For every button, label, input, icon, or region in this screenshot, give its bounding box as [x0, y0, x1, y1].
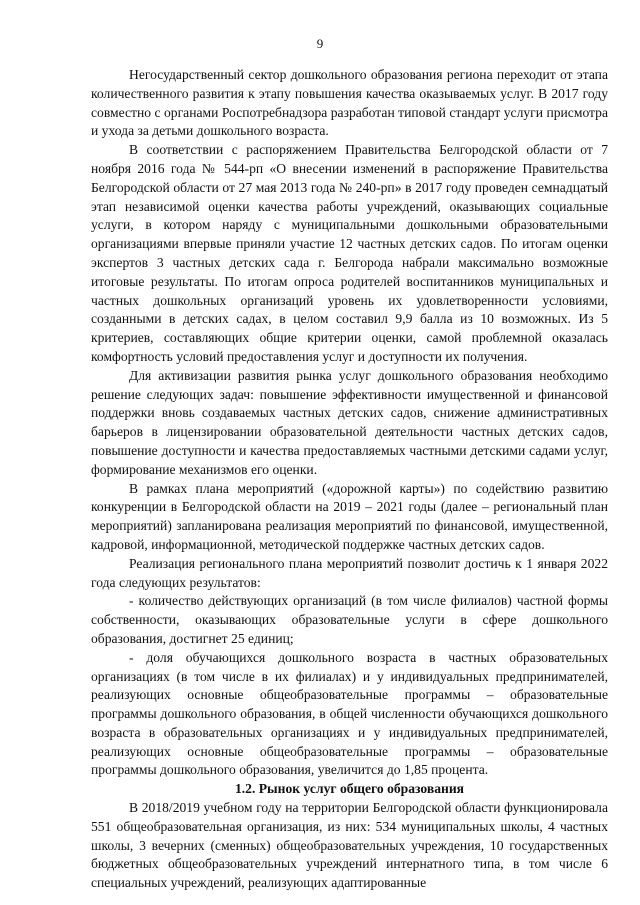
document-body [91, 66, 608, 893]
list-item: - количество действующих организаций (в том числе филиалов) частной формы собственности, оказывающих образовательные услуги в сфере дошкольного образования, достигнет 25 единиц; [91, 593, 608, 646]
paragraph: В соответствии с распоряжением Правительства Белгородской области от 7 ноября 2016 года № 544-рп «О внесении изменений в распоряжение Правительства Белгородской области от 27 мая 2013 года № 240-рп» в 2017 году проведен семнадцатый этап независимой оценки качества работы учреждений, оказывающих социальные услуги, в котором наряду с муниципальными дошкольными образовательными организациями впервые приняли участие 12 частных детских садов. По итогам оценки экспертов 3 частных детских сада г. Белгорода набрали максимально возможные итоговые результаты. По итогам опроса родителей воспитанников муниципальных и частных дошкольных организаций уровень их удовлетворенности условиями, созданными в детских садах, в целом составил 9,9 балла из 10 возможных. Из 5 критериев, составляющих общие критерии оценки, самой проблемной оказалась комфортность условий предоставления услуг и доступности их получения. [91, 142, 608, 364]
page-number: 9 [316, 36, 324, 51]
paragraph: Для активизации развития рынка услуг дошкольного образования необходимо решение следующих задач: повышение эффективности имущественной и финансовой поддержки вновь создаваемых частных детских садов, снижение административных барьеров в лицензировании образовательной деятельности частных детских садов, повышение доступности и качества предоставляемых частными детскими садами услуг, формирование механизмов его оценки. [91, 367, 608, 477]
list-item: - доля обучающихся дошкольного возраста в частных образовательных организациях (в том числе в их филиалах) и у индивидуальных предпринимателей, реализующих основные общеобразовательные программы – образовательные программы дошкольного образования, в общей численности обучающихся дошкольного возраста в образовательных организациях и у индивидуальных предпринимателей, реализующих основные общеобразовательные программы – образовательные программы дошкольного образования, увеличится до 1,85 процента. [91, 649, 608, 778]
section-heading: 1.2. Рынок услуг общего образования [234, 781, 465, 797]
paragraph: В 2018/2019 учебном году на территории Белгородской области функционировала 551 общеобразовательная организация, из них: 534 муниципальных школы, 4 частных школы, 3 вечерних (сменных) общеобразовательных учреждения, 10 государственных бюджетных общеобразовательных учреждений интернатного типа, в том числе 6 специальных учреждений, реализующих адаптированные [91, 800, 608, 891]
paragraph: Реализация регионального плана мероприятий позволит достичь к 1 января 2022 года следующих результатов: [91, 555, 608, 590]
paragraph: В рамках плана мероприятий («дорожной карты») по содействию развитию конкуренции в Белгородской области на 2019 – 2021 годы (далее – региональный план мероприятий) запланирована реализация мероприятий по финансовой, имущественной, кадровой, информационной, методической поддержке частных детских садов. [91, 480, 608, 552]
paragraph: Негосударственный сектор дошкольного образования региона переходит от этапа количественного развития к этапу повышения качества оказываемых услуг. В 2017 году совместно с органами Роспотребнадзора разработан типовой стандарт услуги присмотра и ухода за детьми дошкольного возраста. [91, 67, 608, 139]
